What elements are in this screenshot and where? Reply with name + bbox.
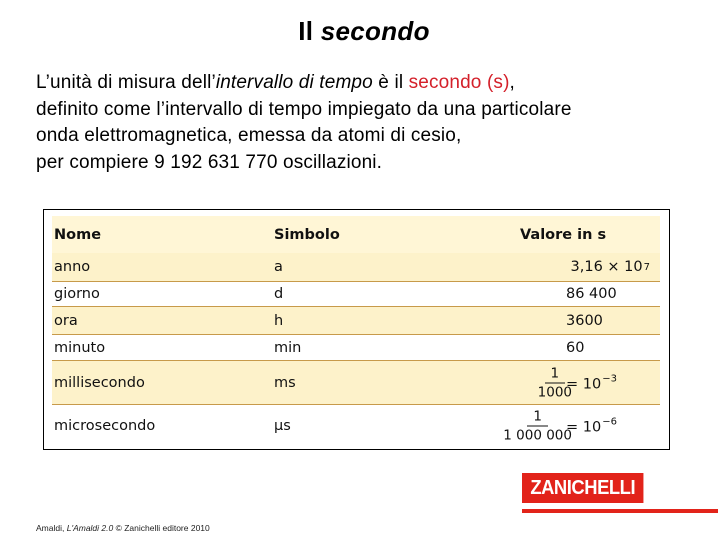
intro-highlight-term: secondo (s): [408, 72, 510, 93]
row-symbol: h: [274, 312, 284, 329]
power-base: = 10: [566, 376, 602, 392]
row-symbol: d: [274, 286, 284, 302]
fraction-numerator: 1: [527, 409, 548, 427]
table-row: [52, 307, 660, 335]
row-value: 3600: [566, 312, 603, 329]
zanichelli-logo: ZANICHELLI: [522, 473, 643, 503]
footer-credit: [36, 523, 210, 533]
title-emphasis: secondo: [320, 16, 430, 46]
row-name: minuto: [54, 339, 106, 356]
intro-line-4: per compiere 9 192 631 770 oscillazioni.: [36, 151, 383, 173]
table-row: [52, 361, 660, 405]
value-fraction: [499, 409, 576, 444]
table-row: [52, 405, 660, 447]
page-title: [0, 16, 728, 47]
time-units-table: [43, 209, 670, 450]
row-symbol: a: [274, 259, 283, 275]
logo-rule: [522, 509, 718, 513]
header-value: Valore in s: [520, 226, 607, 243]
fraction-denominator: 1 000 000: [503, 427, 572, 444]
header-symbol: Simbolo: [274, 226, 340, 243]
value-exponent: 7: [643, 261, 650, 273]
intro-text: [36, 70, 716, 176]
power-exponent: −3: [602, 373, 617, 384]
row-symbol: µs: [274, 418, 291, 434]
intro-line-2: definito come l’intervallo di tempo impiegato da una particolare: [36, 98, 572, 120]
power-base: = 10: [566, 419, 602, 436]
row-name: microsecondo: [54, 418, 156, 434]
intro-line-1e: ,: [509, 72, 515, 93]
fraction-numerator: 1: [545, 365, 566, 383]
intro-line-1c: è il: [372, 72, 409, 93]
intro-italic-term: intervallo di tempo: [215, 72, 373, 93]
row-name: ora: [54, 312, 78, 329]
table-row: [52, 335, 660, 361]
footer-author: Amaldi,: [36, 523, 67, 533]
intro-line-1a: L’unità di misura dell’: [36, 72, 216, 93]
row-name: millisecondo: [54, 374, 145, 391]
table-row: [52, 282, 660, 307]
footer-publisher: © Zanichelli editore 2010: [113, 523, 210, 533]
row-value: [571, 253, 650, 281]
intro-line-1: [36, 70, 716, 97]
row-value: 60: [566, 339, 585, 356]
table-header-row: [52, 216, 660, 253]
row-name: giorno: [54, 286, 100, 302]
footer-book-title: L'Amaldi 2.0: [66, 523, 114, 533]
power-exponent: −6: [602, 416, 617, 428]
row-symbol: ms: [274, 374, 296, 391]
row-symbol: min: [274, 339, 302, 356]
value-power: [566, 417, 617, 436]
intro-line-3: onda elettromagnetica, emessa da atomi di cesio,: [36, 125, 462, 146]
title-prefix: Il: [298, 16, 314, 46]
row-name: anno: [54, 259, 91, 275]
value-mantissa: 3,16 × 10: [570, 259, 643, 275]
fraction-denominator: 1000: [537, 384, 572, 400]
value-power: [566, 373, 617, 392]
header-name: Nome: [54, 226, 102, 243]
table-row: [52, 253, 660, 282]
row-value: 86 400: [566, 286, 617, 302]
